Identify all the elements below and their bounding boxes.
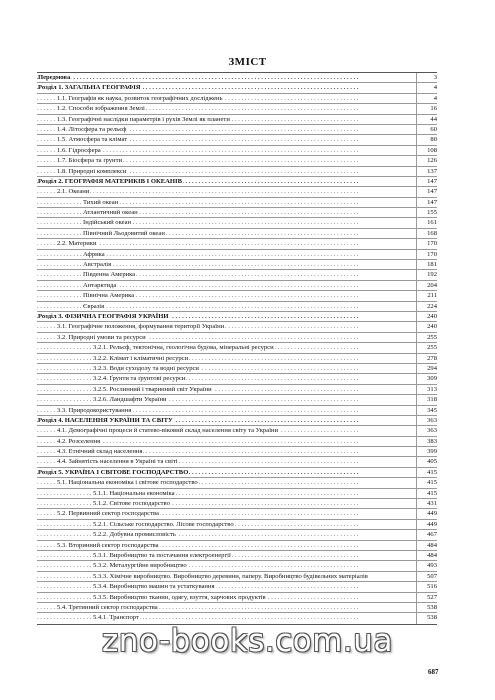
toc-entry-page: 449 bbox=[416, 509, 437, 518]
toc-entry bbox=[37, 468, 437, 478]
toc-entry-title: 1.5. Атмосфера та клімат bbox=[57, 136, 128, 144]
toc-entry-title-cell bbox=[37, 115, 416, 124]
toc-entry-title-cell bbox=[37, 489, 416, 498]
toc-entry bbox=[37, 239, 437, 249]
toc-entry-title: 5.3. Вторинний сектор господарства bbox=[57, 541, 159, 549]
toc-entry-title-cell bbox=[37, 499, 416, 508]
toc-entry bbox=[37, 73, 437, 83]
toc-entry-page: 363 bbox=[416, 426, 437, 435]
toc-entry bbox=[37, 260, 437, 270]
toc-entry-title: Євразія bbox=[83, 302, 105, 310]
toc-entry-title-cell bbox=[37, 416, 416, 425]
toc-entry-title-cell bbox=[37, 239, 416, 248]
toc-entry-title-cell bbox=[37, 395, 416, 404]
toc-entry-page: 484 bbox=[416, 541, 437, 550]
toc-entry-title: Розділ 5. УКРАЇНА І СВІТОВЕ ГОСПОДАРСТВО bbox=[38, 468, 189, 476]
toc-entry-page: 318 bbox=[416, 395, 437, 404]
toc-entry-title-cell bbox=[37, 354, 416, 363]
toc-entry-title: Північний Льодовитий океан bbox=[83, 229, 165, 237]
toc-entry-title-cell bbox=[37, 333, 416, 342]
toc-entry-page: 415 bbox=[416, 468, 437, 477]
toc-entry-page: 484 bbox=[416, 551, 437, 560]
toc-entry bbox=[37, 385, 437, 395]
toc-entry-title: 4.2. Розселення bbox=[57, 437, 101, 445]
toc-entry-title-cell bbox=[37, 364, 416, 373]
toc-entry-title: 5.4. Третинний сектор господарства bbox=[57, 603, 158, 611]
toc-entry-title-cell bbox=[37, 104, 416, 113]
toc-entry-title-cell bbox=[37, 520, 416, 529]
toc-entry bbox=[37, 94, 437, 104]
toc-entry-title-cell bbox=[37, 281, 416, 290]
toc-entry-page: 80 bbox=[416, 135, 437, 144]
toc-entry-title: Розділ 3. ФІЗИЧНА ГЕОГРАФІЯ УКРАЇНИ bbox=[38, 312, 169, 320]
toc-entry-page: 168 bbox=[416, 229, 437, 238]
toc-entry-page: 4 bbox=[416, 83, 437, 92]
toc-entry-page: 3 bbox=[416, 73, 437, 82]
toc-entry bbox=[37, 281, 437, 291]
toc-entry-title: 3.2.2. Клімат і кліматичні ресурси bbox=[93, 354, 189, 362]
toc-entry-title: 5.2.2. Добувна промисловість bbox=[93, 531, 176, 539]
toc-entry-title: Африка bbox=[83, 250, 105, 258]
toc-entry-page: 224 bbox=[416, 302, 437, 311]
toc-entry-title: 3.2.3. Води суходолу та водні ресурси bbox=[93, 364, 199, 372]
toc-entry-title: 1.1. Географія як наука, розвиток географічних досліджень bbox=[57, 94, 223, 102]
toc-entry-title: 5.4.1. Транспорт bbox=[93, 614, 139, 622]
toc-entry bbox=[37, 478, 437, 488]
toc-entry-title-cell bbox=[37, 437, 416, 446]
toc-entry-title-cell bbox=[37, 125, 416, 134]
toc-entry bbox=[37, 541, 437, 551]
toc-entry bbox=[37, 530, 437, 540]
toc-entry-title: 1.4. Літосфера та рельєф bbox=[57, 125, 127, 133]
toc-entry bbox=[37, 229, 437, 239]
toc-entry-title: 5.3.5. Виробництво тканин, одягу, взуття, харчових продуктів bbox=[93, 593, 266, 601]
toc-entry-title: 1.6. Гідросфера bbox=[57, 146, 101, 154]
toc-entry bbox=[37, 312, 437, 322]
toc-entry-page: 4 bbox=[416, 94, 437, 103]
page-number: 687 bbox=[428, 668, 439, 676]
toc-entry-title: Атлантичний океан bbox=[83, 209, 138, 217]
toc-entry-page: 294 bbox=[416, 364, 437, 373]
toc-entry-page: 415 bbox=[416, 489, 437, 498]
toc-entry-page: 493 bbox=[416, 561, 437, 570]
toc-entry bbox=[37, 198, 437, 208]
toc-entry-title: Австралія bbox=[83, 261, 112, 269]
toc-entry-page: 449 bbox=[416, 520, 437, 529]
toc-entry-page: 147 bbox=[416, 198, 437, 207]
toc-entry-title: Антарктида bbox=[83, 281, 117, 289]
toc-entry-title-cell bbox=[37, 406, 416, 415]
toc-entry bbox=[37, 354, 437, 364]
toc-entry-title-cell bbox=[37, 250, 416, 259]
toc-entry-title-cell bbox=[37, 530, 416, 539]
toc-entry-title-cell bbox=[37, 426, 416, 435]
toc-entry-title-cell bbox=[37, 291, 416, 300]
toc-entry-title: Північна Америка bbox=[83, 292, 135, 300]
toc-entry-page: 60 bbox=[416, 125, 437, 134]
toc-entry-title-cell bbox=[37, 135, 416, 144]
toc-entry-page: 126 bbox=[416, 156, 437, 165]
toc-entry bbox=[37, 135, 437, 145]
toc-entry-page: 399 bbox=[416, 447, 437, 456]
toc-entry bbox=[37, 416, 437, 426]
toc-entry bbox=[37, 551, 437, 561]
toc-entry-title-cell bbox=[37, 146, 416, 155]
toc-entry-title-cell bbox=[37, 593, 416, 602]
toc-entry-title-cell bbox=[37, 322, 416, 331]
toc-entry-title: 4.3. Етнічний склад населення bbox=[57, 448, 143, 456]
toc-entry-page: 147 bbox=[416, 187, 437, 196]
toc-entry bbox=[37, 489, 437, 499]
toc-entry-title: Тихий океан bbox=[83, 198, 119, 206]
toc-entry-title: 5.2.1. Сільське господарство. Лісове господарство bbox=[93, 520, 234, 528]
toc-entry-title: 5.3.3. Хімічне виробництво. Виробництво деревини, паперу. Виробництво будівельних матеріалів bbox=[93, 572, 368, 580]
toc-entry-page: 240 bbox=[416, 312, 437, 321]
toc-entry-title: 1.8. Природні комплекси bbox=[57, 167, 127, 175]
toc-entry-page: 137 bbox=[416, 167, 437, 176]
toc-entry-title-cell bbox=[37, 468, 416, 477]
toc-entry-page: 363 bbox=[416, 416, 437, 425]
toc-entry-title: 2.1. Океани bbox=[57, 188, 90, 196]
toc-entry bbox=[37, 156, 437, 166]
table-of-contents bbox=[37, 72, 437, 625]
toc-entry-page: 211 bbox=[416, 291, 437, 300]
toc-entry-page: 467 bbox=[416, 530, 437, 539]
toc-entry-page: 170 bbox=[416, 239, 437, 248]
toc-entry-title: 4.1. Демографічні процеси й статево-віковий склад населення світу та України bbox=[57, 427, 279, 435]
toc-entry bbox=[37, 395, 437, 405]
toc-entry-title-cell bbox=[37, 478, 416, 487]
toc-entry-page: 527 bbox=[416, 593, 437, 602]
toc-entry-page: 108 bbox=[416, 146, 437, 155]
toc-entry bbox=[37, 250, 437, 260]
toc-entry bbox=[37, 364, 437, 374]
toc-entry-title: 3.3. Природокористування bbox=[57, 406, 132, 414]
toc-entry-title-cell bbox=[37, 374, 416, 383]
toc-entry-page: 192 bbox=[416, 270, 437, 279]
toc-entry-page: 155 bbox=[416, 208, 437, 217]
toc-entry-title-cell bbox=[37, 302, 416, 311]
toc-entry bbox=[37, 437, 437, 447]
toc-entry-title: 2.2. Материки bbox=[57, 240, 97, 248]
toc-entry bbox=[37, 187, 437, 197]
toc-entry bbox=[37, 499, 437, 509]
toc-entry-title-cell bbox=[37, 73, 416, 82]
toc-entry bbox=[37, 509, 437, 519]
toc-entry-title: 5.1. Національна економіка і світове господарство bbox=[57, 479, 198, 487]
toc-entry bbox=[37, 374, 437, 384]
toc-entry bbox=[37, 582, 437, 592]
toc-entry bbox=[37, 572, 437, 582]
toc-entry-page: 415 bbox=[416, 478, 437, 487]
toc-entry-title-cell bbox=[37, 167, 416, 176]
toc-entry bbox=[37, 561, 437, 571]
toc-entry-title-cell bbox=[37, 270, 416, 279]
toc-entry-title-cell bbox=[37, 187, 416, 196]
toc-entry bbox=[37, 343, 437, 353]
toc-entry bbox=[37, 83, 437, 93]
toc-entry-page: 538 bbox=[416, 603, 437, 612]
toc-entry-title: 3.2.6. Ландшафти України bbox=[93, 396, 167, 404]
toc-entry-title: 5.2. Первинний сектор господарства bbox=[57, 510, 159, 518]
toc-entry-title: 3.2.5. Рослинний і тваринний світ України bbox=[93, 385, 212, 393]
toc-entry-page: 204 bbox=[416, 281, 437, 290]
toc-entry bbox=[37, 291, 437, 301]
toc-entry-title-cell bbox=[37, 551, 416, 560]
toc-entry bbox=[37, 426, 437, 436]
toc-entry-page: 383 bbox=[416, 437, 437, 446]
toc-entry bbox=[37, 104, 437, 114]
toc-entry bbox=[37, 218, 437, 228]
toc-entry bbox=[37, 593, 437, 603]
toc-entry-title: Розділ 1. ЗАГАЛЬНА ГЕОГРАФІЯ bbox=[38, 84, 141, 92]
toc-entry-page: 255 bbox=[416, 343, 437, 352]
toc-entry-page: 516 bbox=[416, 582, 437, 591]
toc-entry-title: 5.1.1. Національна економіка bbox=[93, 489, 175, 497]
toc-entry-page: 16 bbox=[416, 104, 437, 113]
toc-entry-title-cell bbox=[37, 582, 416, 591]
toc-entry-title: 1.3. Географічні наслідки параметрів і рухів Землі як планети bbox=[57, 115, 230, 123]
toc-entry bbox=[37, 167, 437, 177]
toc-entry bbox=[37, 603, 437, 613]
toc-entry-title-cell bbox=[37, 312, 416, 321]
toc-entry-page: 313 bbox=[416, 385, 437, 394]
toc-entry-title-cell bbox=[37, 561, 416, 570]
toc-entry-title-cell bbox=[37, 541, 416, 550]
toc-entry-page: 278 bbox=[416, 354, 437, 363]
toc-entry-page: 181 bbox=[416, 260, 437, 269]
toc-entry-title: Індійський океан bbox=[83, 219, 132, 227]
page-title: ЗМІСТ bbox=[228, 56, 267, 68]
toc-entry-title-cell bbox=[37, 83, 416, 92]
toc-entry-title: Передмова bbox=[38, 74, 71, 81]
toc-entry-title: 3.2.4. Ґрунти та ґрунтові ресурси bbox=[93, 375, 186, 383]
toc-entry-title-cell bbox=[37, 260, 416, 269]
toc-entry-page: 309 bbox=[416, 374, 437, 383]
toc-entry-page: 240 bbox=[416, 322, 437, 331]
toc-entry-page: 431 bbox=[416, 499, 437, 508]
toc-entry-title: 3.2. Природні умови та ресурси bbox=[57, 333, 146, 341]
toc-entry bbox=[37, 322, 437, 332]
toc-entry-title-cell bbox=[37, 457, 416, 466]
toc-entry-title: Розділ 4. НАСЕЛЕННЯ УКРАЇНИ ТА СВІТУ bbox=[38, 416, 173, 424]
toc-entry-page: 405 bbox=[416, 457, 437, 466]
toc-entry bbox=[37, 125, 437, 135]
toc-entry-page: 345 bbox=[416, 406, 437, 415]
toc-entry-title: Розділ 2. ГЕОГРАФІЯ МАТЕРИКІВ І ОКЕАНІВ bbox=[38, 177, 183, 185]
toc-entry-title: 3.2.1. Рельєф, тектонічна, геологічна будова, мінеральні ресурси bbox=[93, 344, 274, 352]
toc-entry-title-cell bbox=[37, 447, 416, 456]
toc-entry-page: 255 bbox=[416, 333, 437, 342]
toc-entry bbox=[37, 146, 437, 156]
toc-entry bbox=[37, 457, 437, 467]
toc-entry-title-cell bbox=[37, 208, 416, 217]
toc-entry-title: 1.2. Способи зображення Землі bbox=[57, 105, 145, 113]
toc-entry-page: 44 bbox=[416, 115, 437, 124]
toc-entry-title-cell bbox=[37, 385, 416, 394]
toc-entry bbox=[37, 406, 437, 416]
toc-entry-title-cell bbox=[37, 94, 416, 103]
toc-entry-title: 3.1. Географічне положення, формування території України bbox=[57, 323, 225, 331]
toc-entry-title-cell bbox=[37, 218, 416, 227]
toc-entry bbox=[37, 208, 437, 218]
toc-entry-page: 507 bbox=[416, 572, 437, 581]
toc-entry-page: 538 bbox=[416, 613, 437, 623]
toc-entry-page: 170 bbox=[416, 250, 437, 259]
toc-entry-title-cell bbox=[37, 156, 416, 165]
toc-entry bbox=[37, 520, 437, 530]
toc-entry-page: 147 bbox=[416, 177, 437, 186]
toc-entry-title: 5.3.2. Металургійне виробництво bbox=[93, 562, 187, 570]
toc-entry-title-cell bbox=[37, 198, 416, 207]
toc-entry bbox=[37, 302, 437, 312]
toc-entry bbox=[37, 333, 437, 343]
toc-entry bbox=[37, 447, 437, 457]
toc-entry-title: Південна Америка bbox=[83, 271, 136, 279]
toc-entry-title: 5.1.2. Світове господарство bbox=[93, 500, 170, 508]
toc-entry-title: 5.3.4. Виробництво машин та устаткування bbox=[93, 583, 215, 591]
toc-entry-title-cell bbox=[37, 229, 416, 238]
toc-entry bbox=[37, 115, 437, 125]
toc-entry-page: 161 bbox=[416, 218, 437, 227]
toc-entry-title: 4.4. Зайнятість населення в Україні та світі bbox=[57, 458, 178, 466]
toc-entry-title-cell bbox=[37, 177, 416, 186]
toc-entry-title-cell bbox=[37, 603, 416, 612]
site-watermark: zno-books.com.ua bbox=[102, 623, 393, 659]
toc-entry-title: 5.3.1. Виробництво та постачання електроенергії bbox=[93, 551, 231, 559]
toc-entry-title-cell bbox=[37, 343, 416, 352]
toc-entry-title-cell bbox=[37, 572, 416, 581]
toc-entry bbox=[37, 177, 437, 187]
toc-entry-title: 1.7. Біосфера та ґрунти bbox=[57, 157, 122, 165]
toc-entry-title-cell bbox=[37, 509, 416, 518]
toc-entry bbox=[37, 270, 437, 280]
